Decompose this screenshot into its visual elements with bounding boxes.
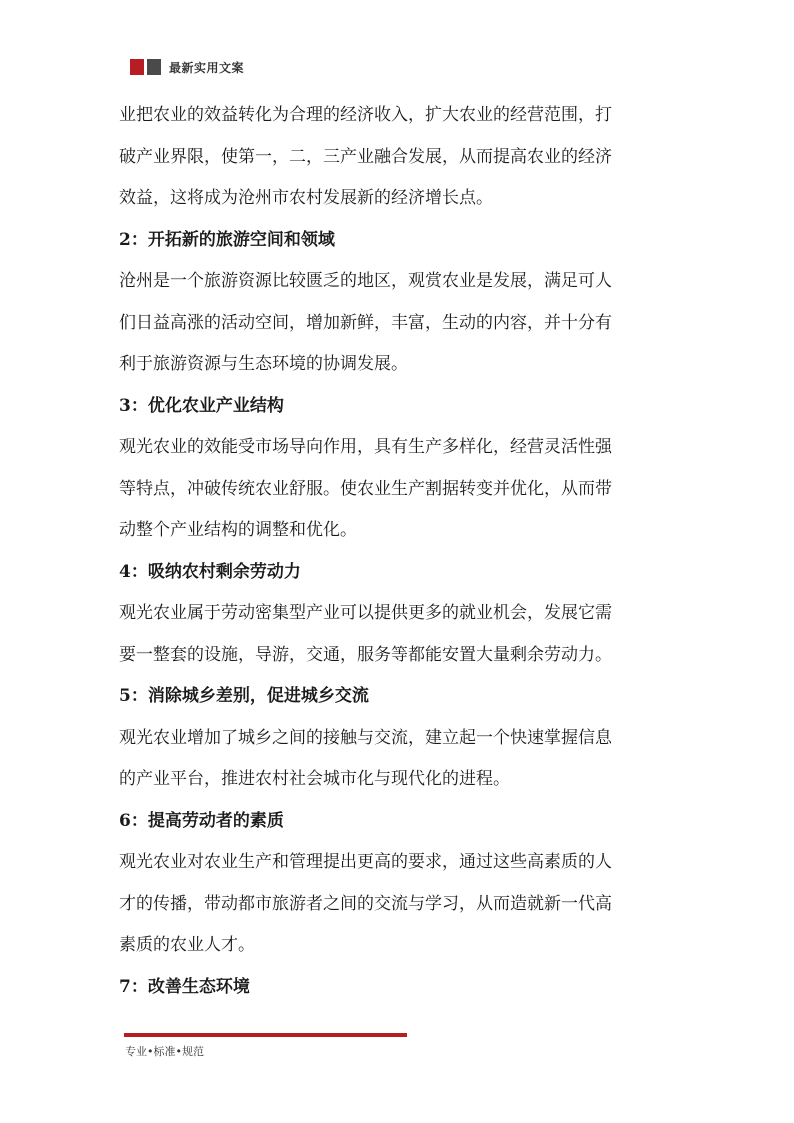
- section-heading: 6：提高劳动者的素质: [119, 810, 284, 831]
- body-line: 利于旅游资源与生态环境的协调发展。: [119, 354, 408, 374]
- body-line: 动整个产业结构的调整和优化。: [119, 520, 357, 540]
- intro-line: 业把农业的效益转化为合理的经济收入，扩大农业的经营范围，打: [119, 105, 612, 125]
- body-line: 观光农业属于劳动密集型产业可以提供更多的就业机会，发展它需: [119, 603, 612, 623]
- intro-line: 破产业界限，使第一，二，三产业融合发展，从而提高农业的经济: [119, 146, 612, 167]
- logo-red-square: [130, 59, 144, 75]
- body-line: 观光农业的效能受市场导向作用，具有生产多样化，经营灵活性强: [119, 437, 612, 457]
- footer-divider: [124, 1033, 407, 1037]
- intro-line: 效益，这将成为沧州市农村发展新的经济增长点。: [119, 188, 493, 208]
- body-line: 观光农业对农业生产和管理提出更高的要求，通过这些高素质的人: [119, 852, 612, 872]
- document-body: [119, 95, 675, 1008]
- logo-gray-square: [147, 59, 161, 75]
- section-heading: 7：改善生态环境: [119, 976, 250, 997]
- section-heading: 2：开拓新的旅游空间和领域: [119, 229, 335, 250]
- section-heading: 3：优化农业产业结构: [119, 395, 284, 416]
- logo: [130, 59, 161, 75]
- body-line: 沧州是一个旅游资源比较匮乏的地区，观赏农业是发展，满足可人: [119, 271, 612, 291]
- header-title: 最新实用文案: [169, 60, 245, 75]
- body-line: 才的传播，带动都市旅游者之间的交流与学习，从而造就新一代高: [119, 893, 612, 914]
- body-line: 要一整套的设施，导游，交通，服务等都能安置大量剩余劳动力。: [119, 644, 612, 665]
- body-line: 等特点，冲破传统农业舒服。使农业生产割据转变并优化，从而带: [119, 478, 612, 499]
- footer-slogan: 专业•标准•规范: [125, 1045, 204, 1058]
- body-line: 的产业平台，推进农村社会城市化与现代化的进程。: [119, 769, 510, 789]
- body-line: 观光农业增加了城乡之间的接触与交流，建立起一个快速掌握信息: [119, 727, 612, 748]
- body-line: 们日益高涨的活动空间，增加新鲜，丰富，生动的内容，并十分有: [119, 312, 612, 333]
- body-line: 素质的农业人才。: [119, 935, 255, 955]
- section-heading: 4：吸纳农村剩余劳动力: [119, 561, 301, 582]
- section-heading: 5：消除城乡差别，促进城乡交流: [119, 686, 369, 706]
- page-header: [130, 57, 244, 77]
